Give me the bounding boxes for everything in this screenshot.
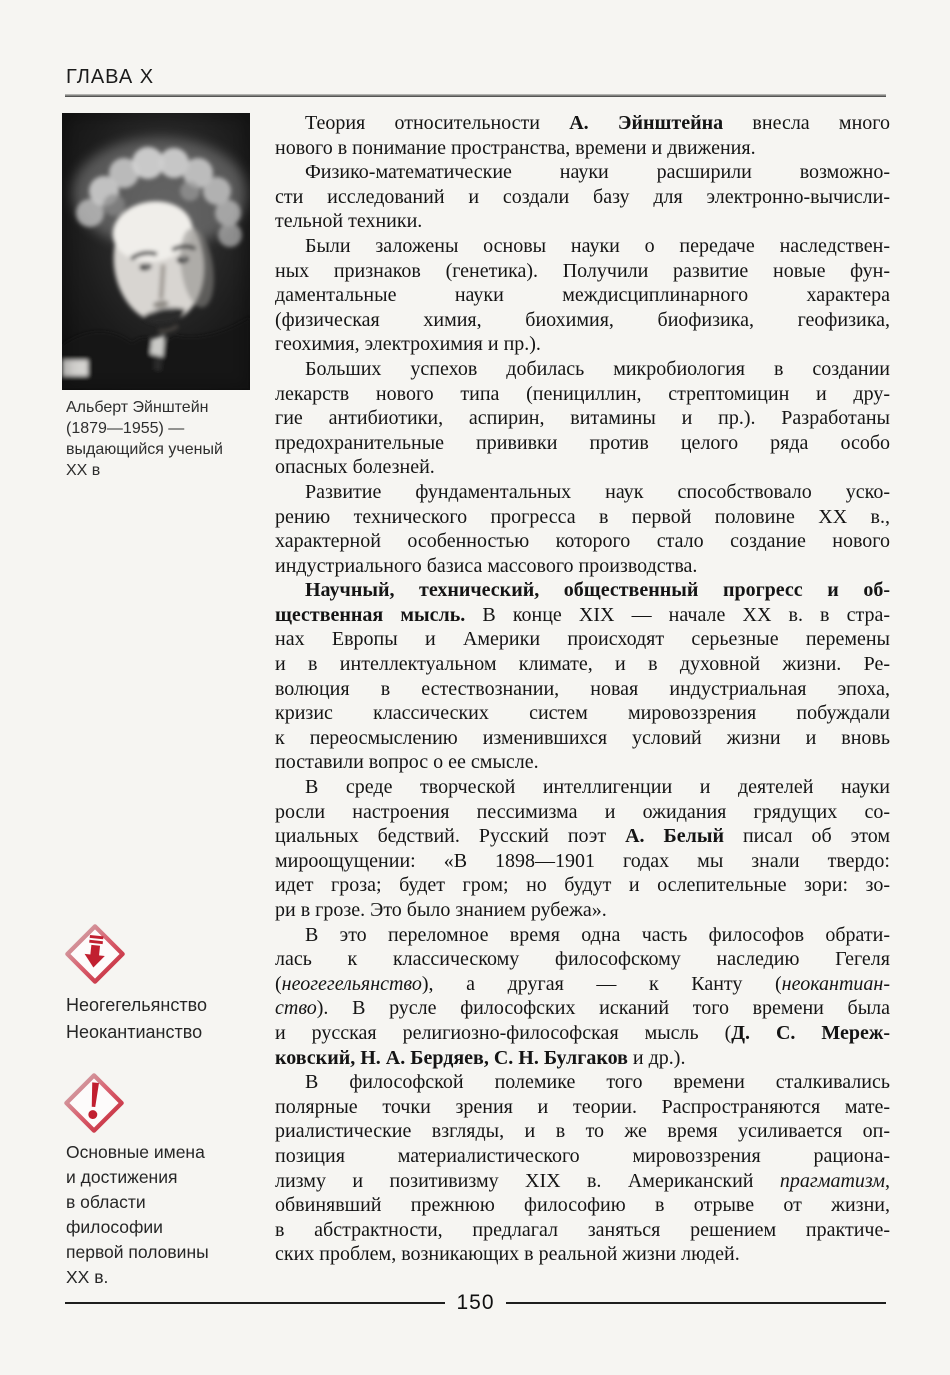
body-paragraph — [275, 775, 890, 923]
text-line: позиция материалистического мировоззрения рациона- — [275, 1144, 890, 1167]
text-line: выдающийся ученый — [66, 441, 223, 458]
text-line: щественная мысль. В конце XIX — начале XX в. в стра- — [275, 603, 890, 626]
text-line: Больших успехов добилась микробиология в создании — [305, 357, 890, 380]
text-line: Теория относительности А. Эйнштейна внесла много — [305, 112, 890, 134]
body-paragraph — [275, 111, 890, 160]
text-line: лизму и позитивизму XIX в. Американский прагматизм, — [275, 1169, 890, 1192]
footer-rule-right — [506, 1302, 886, 1304]
text-line: в абстрактности, предлагал заняться решением практиче- — [275, 1218, 890, 1241]
text-line: мироощущении: «В 1898—1901 годах мы знали твердо: — [275, 849, 890, 872]
text-line: ри в грозе. Это было знанием рубежа». — [275, 899, 607, 921]
body-paragraph — [275, 578, 890, 775]
text-line: ных признаков (генетика). Получили развитие новые фун- — [275, 259, 890, 282]
body-paragraph — [275, 234, 890, 357]
photo-caption — [66, 397, 261, 481]
text-line: Неогегельянство — [66, 995, 207, 1015]
chapter-rule — [65, 94, 886, 97]
text-line: (физическая химия, биохимия, биофизика, геофизика, — [275, 308, 890, 331]
text-line: Научный, технический, общественный прогресс и об- — [305, 579, 890, 602]
text-line: лекарств нового типа (пенициллин, стрептомицин и дру- — [275, 382, 890, 405]
text-line: индустриального базиса массового производства. — [275, 554, 698, 577]
text-line: риалистические взгляды, и в то же время усиливается оп- — [275, 1120, 890, 1143]
text-line: волюция в естествознании, новая индустриальная эпоха, — [275, 677, 890, 700]
text-line: идет гроза; будет гром; но будут и ослепительные зори: зо- — [275, 874, 890, 897]
text-line: (неогегельянство), а другая — к Канту (неокантиан- — [275, 972, 890, 995]
text-line: ских проблем, возникающих в реальной жизни людей. — [275, 1243, 740, 1266]
text-line: характерной особенностью которого стало создание нового — [275, 530, 890, 553]
text-line: тельной техники. — [275, 210, 423, 233]
text-line: к переосмыслению изменившихся условий жизни и вновь — [275, 726, 890, 749]
text-line: лась к классическому философскому наследию Гегеля — [275, 948, 890, 971]
diamond-arrow-down-icon — [64, 923, 126, 985]
body-paragraph — [275, 160, 890, 234]
text-line: и русская религиозно-философская мысль (Д. С. Мереж- — [275, 1021, 890, 1044]
body-paragraph — [275, 923, 890, 1071]
einstein-photo-image — [62, 113, 250, 390]
text-line: кризис классических систем мировоззрения побуждали — [275, 702, 890, 725]
text-line: Основные имена — [66, 1142, 205, 1162]
body-paragraph — [275, 480, 890, 578]
page-footer — [65, 1291, 886, 1315]
text-line: предохранительные прививки против целого ряда особо — [275, 431, 890, 454]
einstein-photo — [62, 113, 250, 390]
text-line: обвинявший прежнюю философию в отрыве от жизни, — [275, 1194, 890, 1217]
text-line: циальных бедствий. Русский поэт А. Белый писал об этом — [275, 825, 890, 848]
text-line: рению технического прогресса в первой половине XX в., — [275, 505, 890, 528]
text-line: XX в — [66, 462, 101, 479]
text-line: сти исследований и создали базу для электронно-вычисли- — [275, 185, 890, 208]
page-number: 150 — [456, 1291, 495, 1314]
text-line: полярные точки зрения и теории. Распространяются мате- — [275, 1095, 890, 1118]
text-line: философии — [66, 1217, 163, 1237]
text-line: даментальные науки междисциплинарного характера — [275, 284, 890, 307]
text-line: Развитие фундаментальных наук способствовало уско- — [305, 480, 890, 503]
text-line: Физико-математические науки расширили возможно- — [305, 161, 890, 184]
text-line: Альберт Эйнштейн — [66, 399, 209, 416]
text-line: первой половины — [66, 1242, 209, 1262]
text-line: опасных болезней. — [275, 456, 435, 479]
text-line: поставили вопрос о ее смысле. — [275, 751, 539, 774]
text-line: и в интеллектуальном климате, и в духовной жизни. Ре- — [275, 653, 890, 676]
text-line: В среде творческой интеллигенции и деятелей науки — [305, 776, 890, 799]
text-line: ство). В русле философских исканий того времени была — [275, 997, 890, 1020]
text-line: нах Европы и Америки происходят серьезные перемены — [275, 628, 890, 651]
text-line: в области — [66, 1192, 146, 1212]
text-line: Были заложены основы науки о передаче наследствен- — [305, 234, 890, 257]
text-line: XX в. — [66, 1267, 109, 1287]
body-paragraph — [275, 1070, 890, 1267]
chapter-heading: ГЛАВА X — [66, 66, 155, 88]
body-paragraph — [275, 357, 890, 480]
text-line: и достижения — [66, 1167, 178, 1187]
text-line: В это переломное время одна часть философов обрати- — [305, 923, 890, 946]
text-line: В философской полемике того времени сталкивались — [305, 1071, 890, 1094]
body-text — [275, 111, 890, 1267]
diamond-exclamation-icon — [63, 1072, 125, 1134]
margin-note-label — [66, 992, 207, 1046]
footer-rule-left — [65, 1302, 445, 1304]
text-line: ковский, Н. А. Бердяев, С. Н. Булгаков и др.). — [275, 1046, 686, 1069]
text-line: Неокантианство — [66, 1022, 203, 1042]
text-line: (1879—1955) — — [66, 420, 185, 437]
text-line: гие антибиотики, аспирин, витамины и пр.). Разработаны — [275, 407, 890, 430]
margin-note-label — [66, 1140, 209, 1290]
text-line: геохимия, электрохимия и пр.). — [275, 333, 541, 356]
text-line: росли настроения пессимизма и ожидания грядущих со- — [275, 800, 890, 823]
text-line: нового в понимание пространства, времени и движения. — [275, 136, 756, 159]
